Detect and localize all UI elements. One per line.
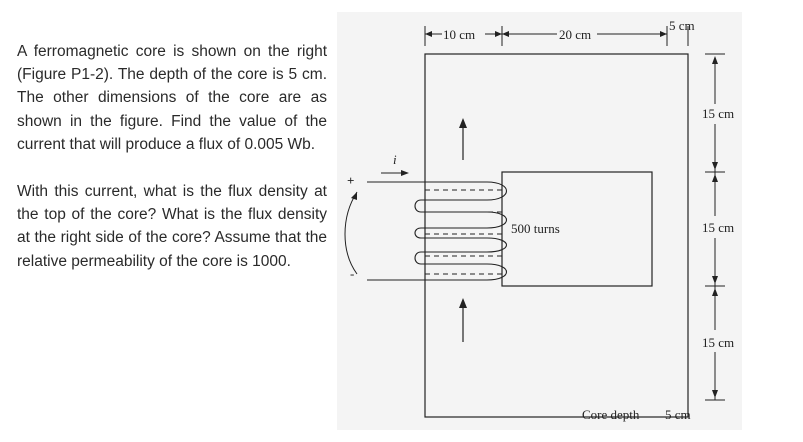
core-diagram (337, 12, 742, 430)
core-figure (337, 12, 742, 430)
dim-middle: 15 cm (702, 220, 735, 235)
problem-paragraph-1: A ferromagnetic core is shown on the right (Figure P1-2). The depth of the core is 5 cm. The other dimensions of the core are as shown in the figure. Find the value of the current that will produce a flux of 0.005 Wb. (17, 43, 327, 153)
minus-sign: - (350, 266, 355, 281)
dim-right-leg: 5 cm (669, 18, 695, 33)
problem-paragraph-2: With this current, what is the flux density at the top of the core? What is the flux density at the right side of the core? Assume that the relative permeability of the core is 1000. (17, 183, 327, 270)
dim-bottom: 15 cm (702, 335, 735, 350)
turns-label: 500 turns (511, 221, 560, 236)
problem-statement (17, 40, 327, 273)
core-depth-value: 5 cm (665, 407, 691, 422)
current-symbol: i (393, 152, 397, 167)
core-depth-label: Core depth (582, 407, 640, 422)
plus-sign: + (347, 173, 355, 188)
dim-left-leg: 10 cm (443, 27, 476, 42)
dim-top: 15 cm (702, 106, 735, 121)
dim-window-width: 20 cm (559, 27, 592, 42)
